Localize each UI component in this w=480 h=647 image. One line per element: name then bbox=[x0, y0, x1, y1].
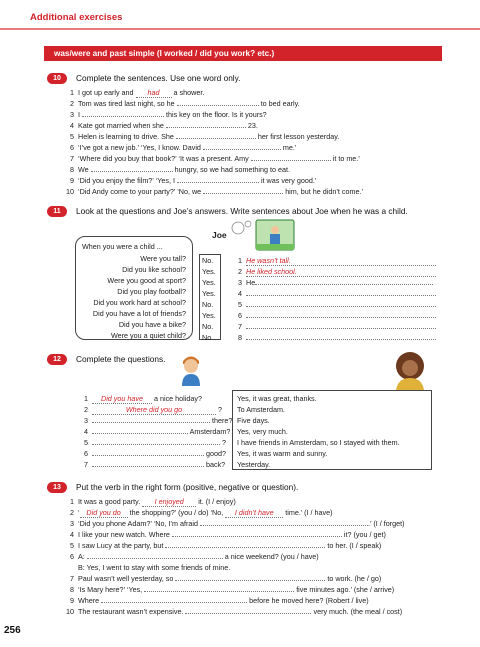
joe-answer-1: No. bbox=[202, 256, 214, 265]
ex12-question-7: 7 back? bbox=[84, 460, 226, 469]
blank[interactable] bbox=[166, 121, 246, 128]
ex10-line-10: 10 ‘Did Andy come to your party?’ ‘No, we him, but he didn’t come.’ bbox=[66, 187, 364, 196]
question-7: Did you have a bike? bbox=[118, 320, 186, 329]
blank[interactable] bbox=[246, 322, 436, 329]
answer-text: Did you do bbox=[80, 508, 128, 518]
ex11-line-7: 7 bbox=[232, 322, 436, 331]
ex10-line-6: 6 ‘I’ve got a new job.’ ‘Yes, I know. David me.’ bbox=[70, 143, 297, 152]
question-1: Were you tall? bbox=[140, 254, 186, 263]
ex11-line-4: 4 bbox=[232, 289, 436, 298]
blank[interactable] bbox=[246, 333, 436, 340]
blank[interactable] bbox=[175, 574, 325, 581]
ex12-response-5: I have friends in Amsterdam, so I stayed with them. bbox=[237, 438, 400, 447]
ex13-line-9: 9 Where before he moved here? (Robert / live) bbox=[70, 596, 369, 605]
header-rule bbox=[0, 28, 480, 30]
woman-illustration bbox=[390, 350, 430, 390]
ex12-response-7: Yesterday. bbox=[237, 460, 271, 469]
ex12-question-4: 4 Amsterdam? bbox=[84, 427, 231, 436]
ex12-response-2: To Amsterdam. bbox=[237, 405, 285, 414]
units-label: Units 10–12 bbox=[382, 47, 429, 57]
ex12-question-1: 1 Did you have a nice holiday? bbox=[84, 394, 202, 403]
joe-answer-3: Yes. bbox=[202, 278, 216, 287]
joe-answer-2: Yes. bbox=[202, 267, 216, 276]
blank[interactable] bbox=[172, 530, 342, 537]
blank[interactable] bbox=[185, 607, 311, 614]
blank[interactable] bbox=[246, 289, 436, 296]
blank[interactable] bbox=[177, 176, 259, 183]
ex13-line-6: 6 A: a nice weekend? (you / have) bbox=[70, 552, 319, 561]
exercise-title-13: Put the verb in the right form (positive, negative or question). bbox=[76, 482, 299, 492]
ex13-line-7: 7 Paul wasn’t well yesterday, so to work. (he / go) bbox=[70, 574, 382, 583]
blank[interactable] bbox=[144, 585, 294, 592]
blank[interactable] bbox=[92, 438, 220, 445]
blank[interactable] bbox=[92, 449, 204, 456]
exercise-badge-11: 11 bbox=[47, 206, 67, 217]
blank[interactable] bbox=[255, 278, 433, 285]
ex12-question-3: 3 there? bbox=[84, 416, 233, 425]
page-number: 256 bbox=[4, 625, 21, 636]
ex12-question-6: 6 good? bbox=[84, 449, 226, 458]
ex12-question-5: 5 ? bbox=[84, 438, 226, 447]
blank[interactable] bbox=[251, 154, 331, 161]
ex11-line-8: 8 bbox=[232, 333, 436, 342]
ex11-line-5: 5 bbox=[232, 300, 436, 309]
blank[interactable] bbox=[246, 300, 436, 307]
ex13-line-5: 5 I saw Lucy at the party, but to her. (I / speak) bbox=[70, 541, 382, 550]
ex11-line-1: 1 He wasn’t tall. bbox=[232, 256, 436, 266]
ex13-line-1: 1 It was a good party. I enjoyed it. (I / enjoy) bbox=[70, 497, 236, 506]
blank[interactable] bbox=[91, 165, 173, 172]
ex13-line-10: 10 The restaurant wasn’t expensive. very much. (the meal / cost) bbox=[66, 607, 403, 616]
blank[interactable] bbox=[92, 460, 204, 467]
ex10-line-2: 2 Tom was tired last night, so he to bed early. bbox=[70, 99, 300, 108]
ex11-line-2: 2 He liked school. bbox=[232, 267, 436, 277]
exercise-badge-12: 12 bbox=[47, 354, 67, 365]
ex10-line-3: 3 I this key on the floor. Is it yours? bbox=[70, 110, 267, 119]
joe-answer-7: No. bbox=[202, 322, 214, 331]
joe-answer-5: No. bbox=[202, 300, 214, 309]
answer-text: He wasn’t tall. bbox=[246, 256, 436, 266]
exercise-title-10: Complete the sentences. Use one word only. bbox=[76, 73, 241, 83]
bubble-intro: When you were a child ... bbox=[82, 242, 163, 251]
ex12-response-3: Five days. bbox=[237, 416, 270, 425]
exercise-badge-10: 10 bbox=[47, 73, 67, 84]
ex13-line-8: 8 ‘Is Mary here?’ ‘Yes, five minutes ago.’ (she / arrive) bbox=[70, 585, 395, 594]
joe-portrait-illustration bbox=[226, 218, 296, 254]
exercise-title-11: Look at the questions and Joe’s answers. Write sentences about Joe when he was a child. bbox=[76, 206, 408, 216]
answer-text: I enjoyed bbox=[142, 497, 196, 507]
exercise-badge-13: 13 bbox=[47, 482, 67, 493]
ex11-line-6: 6 bbox=[232, 311, 436, 320]
ex13-line-6b: B: Yes, I went to stay with some friends of mine. bbox=[78, 563, 231, 572]
answer-text: Where did you go bbox=[92, 405, 216, 415]
question-3: Were you good at sport? bbox=[107, 276, 186, 285]
ex13-line-4: 4 I like your new watch. Where it? (you / get) bbox=[70, 530, 386, 539]
ex10-line-1: 1 I got up early and had a shower. bbox=[70, 88, 205, 97]
answer-text: He liked school. bbox=[246, 267, 436, 277]
blank[interactable] bbox=[246, 311, 436, 318]
blank[interactable] bbox=[165, 541, 325, 548]
blank[interactable] bbox=[82, 110, 164, 117]
joe-answer-8: No. bbox=[202, 333, 214, 342]
boy-illustration bbox=[178, 352, 204, 386]
ex12-question-2: 2 Where did you go ? bbox=[84, 405, 222, 414]
ex13-line-3: 3 ‘Did you phone Adam?’ ‘No, I’m afraid .’ (I / forget) bbox=[70, 519, 405, 528]
blank[interactable] bbox=[176, 132, 256, 139]
ex12-response-6: Yes, it was warm and sunny. bbox=[237, 449, 328, 458]
exercise-title-12: Complete the questions. bbox=[76, 354, 166, 364]
blank[interactable] bbox=[92, 427, 188, 434]
ex10-line-5: 5 Helen is learning to drive. She her first lesson yesterday. bbox=[70, 132, 340, 141]
blank[interactable] bbox=[200, 519, 368, 526]
topic-banner: was/were and past simple (I worked / did you work? etc.) bbox=[44, 46, 442, 61]
question-2: Did you like school? bbox=[122, 265, 186, 274]
blank[interactable] bbox=[177, 99, 259, 106]
answer-text: I didn’t have bbox=[225, 508, 283, 518]
blank[interactable] bbox=[203, 143, 281, 150]
blank[interactable] bbox=[92, 416, 210, 423]
blank[interactable] bbox=[101, 596, 247, 603]
ex10-line-9: 9 ‘Did you enjoy the film?’ ‘Yes, I it was very good.’ bbox=[70, 176, 317, 185]
ex12-response-1: Yes, it was great, thanks. bbox=[237, 394, 317, 403]
blank[interactable] bbox=[87, 552, 223, 559]
question-4: Did you play football? bbox=[117, 287, 186, 296]
ex10-line-8: 8 We hungry, so we had something to eat. bbox=[70, 165, 290, 174]
answer-text: Did you have bbox=[92, 394, 152, 404]
question-6: Did you have a lot of friends? bbox=[92, 309, 186, 318]
ex10-line-4: 4 Kate got married when she 23. bbox=[70, 121, 258, 130]
question-8: Were you a quiet child? bbox=[111, 331, 186, 340]
answer-text: had bbox=[136, 88, 172, 98]
ex10-line-7: 7 ‘Where did you buy that book?’ ‘It was a present. Amy it to me.’ bbox=[70, 154, 360, 163]
ex11-line-3: 3 He bbox=[232, 278, 433, 287]
ex13-line-2: 2 ‘ Did you do the shopping?’ (you / do) ‘No, I didn’t have time.’ (I / have) bbox=[70, 508, 333, 517]
ex12-response-4: Yes, very much. bbox=[237, 427, 288, 436]
joe-label: Joe bbox=[212, 230, 227, 240]
blank[interactable] bbox=[203, 187, 283, 194]
joe-answer-4: Yes. bbox=[202, 289, 216, 298]
joe-answer-6: Yes. bbox=[202, 311, 216, 320]
section-header: Additional exercises bbox=[30, 12, 123, 23]
question-5: Did you work hard at school? bbox=[93, 298, 186, 307]
